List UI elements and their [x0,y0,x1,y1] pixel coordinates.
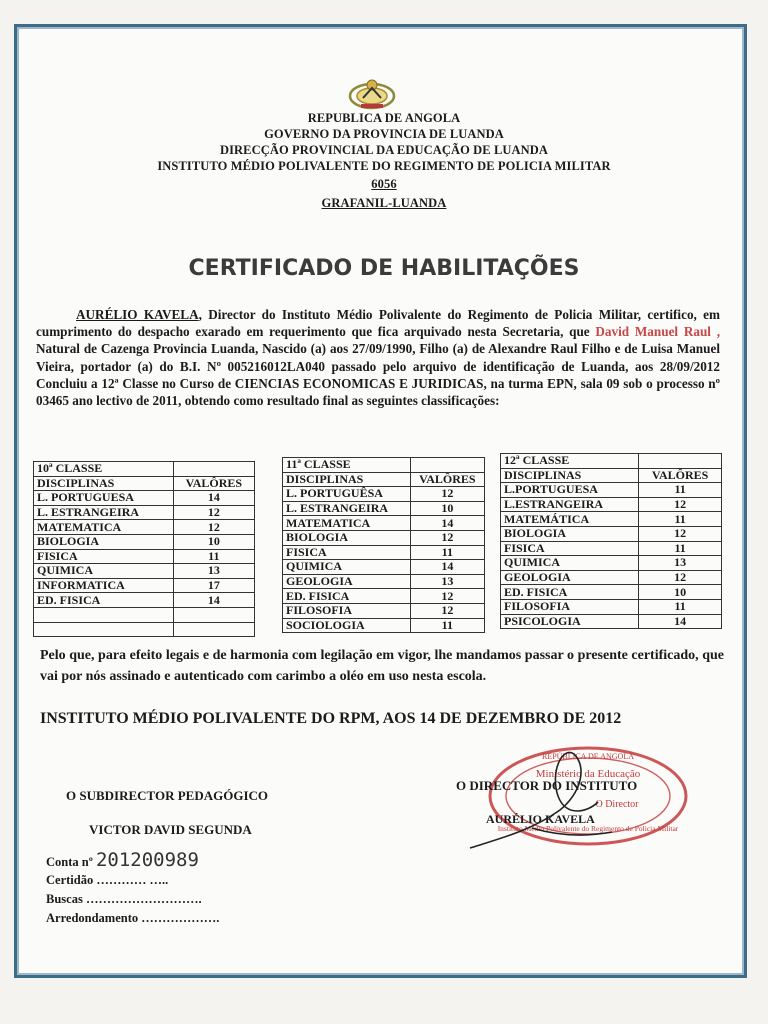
grade-value: 14 [410,560,484,575]
col-disciplinas: DISCIPLINAS [283,472,411,487]
subject-name: ED. FISICA [34,593,174,608]
grade-value: 11 [639,599,722,614]
subject-name: QUIMICA [283,560,411,575]
subject-name: L. PORTUGUÊSA [283,487,411,502]
subject-name: ED. FISICA [501,585,639,600]
grade-value: 12 [173,505,254,520]
conta-line: Conta nº 201200989 [46,849,199,871]
class-label: 12ª CLASSE [501,454,639,469]
header-institute: INSTITUTO MÉDIO POLIVALENTE DO REGIMENTO DE POLICIA MILITAR [157,159,611,173]
subject-name [173,462,254,477]
grade-value [173,622,254,637]
subject-name: FISICA [501,541,639,556]
stamp-ministry: Ministério da Educação [535,768,641,780]
subject-name: BIOLOGIA [501,526,639,541]
class-label: 10ª CLASSE [34,462,174,477]
grade-value: 14 [410,516,484,531]
table-row [34,491,255,506]
subject-name: L. PORTUGUESA [34,491,174,506]
table-row [283,530,485,545]
grade-value: 13 [410,574,484,589]
grades-table-11 [282,457,485,633]
subject-name: L. ESTRANGEIRA [283,501,411,516]
header-government: GOVERNO DA PROVINCIA DE LUANDA [264,127,504,141]
angola-emblem-icon [343,76,401,110]
grade-value: 10 [173,534,254,549]
subject-name: FISICA [283,545,411,560]
table-row [34,578,255,593]
table-row [283,603,485,618]
subject-name [34,622,174,637]
grade-value: 11 [639,541,722,556]
grade-value: 12 [410,530,484,545]
col-valores: VALÔRES [410,472,484,487]
table-row [501,483,722,498]
grade-value: 12 [173,520,254,535]
grade-value: 11 [173,549,254,564]
subject-name: ED. FISICA [283,589,411,604]
table-row [283,501,485,516]
certificate-body: AURÉLIO KAVELA, Director do Instituto Médio Polivalente do Regimento de Policia Militar, certifico, em cumprimento do despacho exarado em requerimento que fica arquivado nesta Secretaria, que David Manuel Raul , Natural de Cazenga Provincia Luanda, Nascido (a) aos 27/09/1990, Filho (a) de Alexandre Raul Filho e de Luisa Manuel Vieira, portador (a) do B.I. Nº 005216012LA040 passado pelo arquivo de identificação de Luanda, aos 28/09/2012 Concluiu a 12ª Classe no Curso de CIENCIAS ECONOMICAS E JURIDICAS, na turma EPN, sala 09 sob o processo nº 03465 ano lectivo de 2011, obtendo como resultado final as seguintes classificações: [36,307,720,409]
table-row [34,593,255,608]
grade-value: 12 [639,526,722,541]
table-row [501,614,722,629]
class-label: 11ª CLASSE [283,458,411,473]
stamp-bottom: Instituto Médio Polivalente do Regimento de Policia Militar [497,824,679,833]
table-row [34,520,255,535]
grade-value: 11 [410,618,484,633]
grade-value: 12 [410,487,484,502]
grade-value [173,607,254,622]
header-republic: REPUBLICA DE ANGOLA [307,111,461,125]
director-name-inline: AURÉLIO KAVELA [76,307,199,322]
grade-value: 17 [173,578,254,593]
director-name: AURÉLIO KAVELA [486,812,595,826]
subject-name: MATEMATICA [34,520,174,535]
grade-value: 10 [410,501,484,516]
student-name: David Manuel Raul , [595,324,720,340]
subject-name: L.PORTUGUESA [501,483,639,498]
table-row [283,589,485,604]
grade-value: 10 [639,585,722,600]
table-row [34,505,255,520]
table-row [34,549,255,564]
place-date: INSTITUTO MÉDIO POLIVALENTE DO RPM, AOS 14 DE DEZEMBRO DE 2012 [40,710,622,727]
closing-paragraph: Pelo que, para efeito legais e de harmonia com legilação em vigor, lhe mandamos passar o presente certificado, que vai por nós assinado e autenticado com carimbo a oléo em uso nesta escola. [40,648,724,684]
header-directorate: DIRECÇÃO PROVINCIAL DA EDUCAÇÃO DE LUANDA [219,143,549,157]
subject-name: GEOLOGIA [501,570,639,585]
grades-table-12 [500,453,722,629]
director-signature-icon [462,748,622,858]
subdirector-title: O SUBDIRECTOR PEDAGÓGICO [66,788,269,803]
subject-name: SOCIOLOGIA [283,618,411,633]
col-valores: VALÔRES [173,476,254,491]
grade-value: 11 [639,512,722,527]
subject-name: L. ESTRANGEIRA [34,505,174,520]
conta-number: 201200989 [95,849,199,871]
table-row [283,487,485,502]
col-disciplinas: DISCIPLINAS [34,476,174,491]
stamp-center: O Director [595,799,639,810]
grade-value: 14 [639,614,722,629]
subject-name: L.ESTRANGEIRA [501,497,639,512]
subject-name [639,454,722,469]
subject-name [34,607,174,622]
table-row [501,599,722,614]
arredondamento-line: Arredondamento ………………. [46,911,220,925]
table-row [283,574,485,589]
grade-value: 12 [410,589,484,604]
subject-name [410,458,484,473]
table-row [34,607,255,622]
grade-value: 13 [173,564,254,579]
table-row [283,516,485,531]
subject-name: MATEMÁTICA [501,512,639,527]
table-row [34,564,255,579]
grade-value: 11 [410,545,484,560]
subject-name: BIOLOGIA [283,530,411,545]
subject-name: QUIMICA [501,556,639,571]
header-location: GRAFANIL-LUANDA [321,196,447,210]
header-number: 6056 [371,177,397,191]
director-title: O DIRECTOR DO INSTITUTO [456,778,638,793]
certificate-title: CERTIFICADO DE HABILITAÇÕES [188,256,580,281]
grade-value: 14 [173,593,254,608]
table-row [501,541,722,556]
subject-name: INFORMATICA [34,578,174,593]
subject-name: BIOLOGIA [34,534,174,549]
grades-table-10 [33,461,255,637]
subject-name: FISICA [34,549,174,564]
subject-name: FILOSOFIA [283,603,411,618]
subject-name: GEOLOGIA [283,574,411,589]
table-row [501,570,722,585]
grade-value: 12 [639,497,722,512]
subdirector-name: VICTOR DAVID SEGUNDA [89,822,252,837]
table-row [501,526,722,541]
grade-value: 12 [410,603,484,618]
table-row [34,622,255,637]
buscas-line: Buscas ………………………. [46,892,202,906]
subject-name: PSICOLOGIA [501,614,639,629]
table-row [283,545,485,560]
table-row [34,534,255,549]
subject-name: FILOSOFIA [501,599,639,614]
subject-name: MATEMATICA [283,516,411,531]
table-row [501,556,722,571]
stamp-outer-text: REPÚBLICA DE ANGOLA [541,752,635,761]
table-row [501,497,722,512]
table-row [283,560,485,575]
table-row [501,512,722,527]
certidao-line: Certidão ………… ….. [46,873,169,887]
col-valores: VALÔRES [639,468,722,483]
col-disciplinas: DISCIPLINAS [501,468,639,483]
grade-value: 13 [639,556,722,571]
grade-value: 14 [173,491,254,506]
grade-value: 12 [639,570,722,585]
table-row [283,618,485,633]
subject-name: QUIMICA [34,564,174,579]
grade-value: 11 [639,483,722,498]
table-row [501,585,722,600]
